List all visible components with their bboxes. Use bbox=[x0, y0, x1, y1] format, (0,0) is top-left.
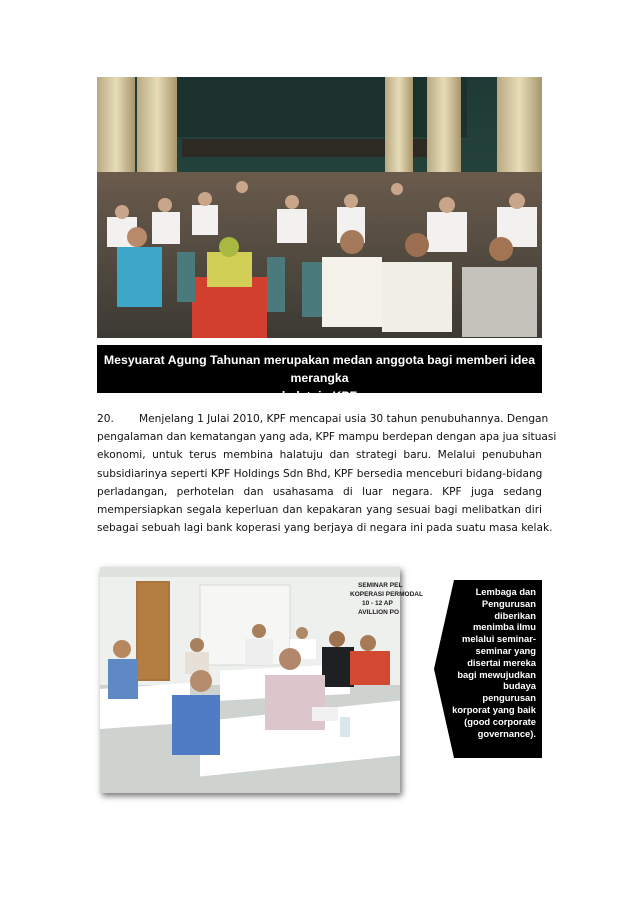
photo-caption bbox=[97, 345, 542, 403]
callout-note bbox=[434, 580, 542, 758]
callout-line: (good corporate bbox=[464, 715, 536, 727]
seminar-photo bbox=[100, 567, 423, 793]
paragraph-number: 20. bbox=[97, 413, 114, 425]
callout-line: disertai mereka bbox=[467, 656, 536, 668]
seminar-illustration bbox=[100, 567, 423, 793]
paragraph-line: mempersiapkan segala keperluan dan kepakaran yang sesuai bagi melibatkan diri bbox=[97, 504, 542, 517]
banner-line-2: KOPERASI PERMODAL bbox=[350, 591, 423, 598]
banner-line-4: AVILLION PO bbox=[358, 609, 400, 616]
paragraph-line: ekonomi, untuk terus membina halatuju dan strategi baru. Melalui penubuhan bbox=[97, 449, 542, 462]
callout-line: melalui seminar- bbox=[462, 633, 536, 645]
caption-line-2: halatuju KPF bbox=[281, 389, 358, 403]
callout-line: budaya bbox=[503, 680, 536, 692]
agm-audience-illustration bbox=[97, 77, 542, 338]
callout-line: bagi mewujudkan bbox=[457, 668, 536, 680]
callout-line: seminar yang bbox=[475, 644, 536, 656]
paragraph-line bbox=[97, 410, 549, 428]
callout-line: pengurusan bbox=[482, 692, 536, 704]
callout-line: Lembaga dan bbox=[475, 586, 536, 597]
banner-line-3: 10 - 12 AP bbox=[362, 600, 393, 607]
banner-line-1: SEMINAR PEL bbox=[358, 582, 403, 589]
paragraph-line: perladangan, perhotelan dan usahasama di luar negara. KPF juga sedang bbox=[97, 485, 542, 498]
paragraph-line: subsidiarinya seperti KPF Holdings Sdn Bhd, KPF bersedia menceburi bidang-bidang bbox=[97, 467, 543, 480]
agm-audience-photo bbox=[97, 77, 542, 338]
paragraph-20 bbox=[97, 410, 557, 537]
caption-line-1: Mesyuarat Agung Tahunan merupakan medan anggota bagi memberi idea merangka bbox=[103, 353, 536, 385]
paragraph-line-text: Menjelang 1 Julai 2010, KPF mencapai usia 30 tahun penubuhannya. Dengan bbox=[139, 413, 549, 425]
callout-line: Pengurusan bbox=[481, 597, 536, 609]
callout-line: korporat yang baik bbox=[452, 703, 536, 715]
callout-text bbox=[446, 586, 536, 739]
callout-line: menimba ilmu bbox=[472, 621, 536, 633]
paragraph-line: pengalaman dan kematangan yang ada, KPF mampu berdepan dengan apa jua situasi bbox=[97, 431, 557, 444]
paragraph-line: sebagai sebuah lagi bank koperasi yang berjaya di negara ini pada suatu masa kelak. bbox=[97, 522, 553, 535]
callout-line: diberikan bbox=[494, 609, 536, 621]
callout-line: governance). bbox=[477, 727, 536, 739]
